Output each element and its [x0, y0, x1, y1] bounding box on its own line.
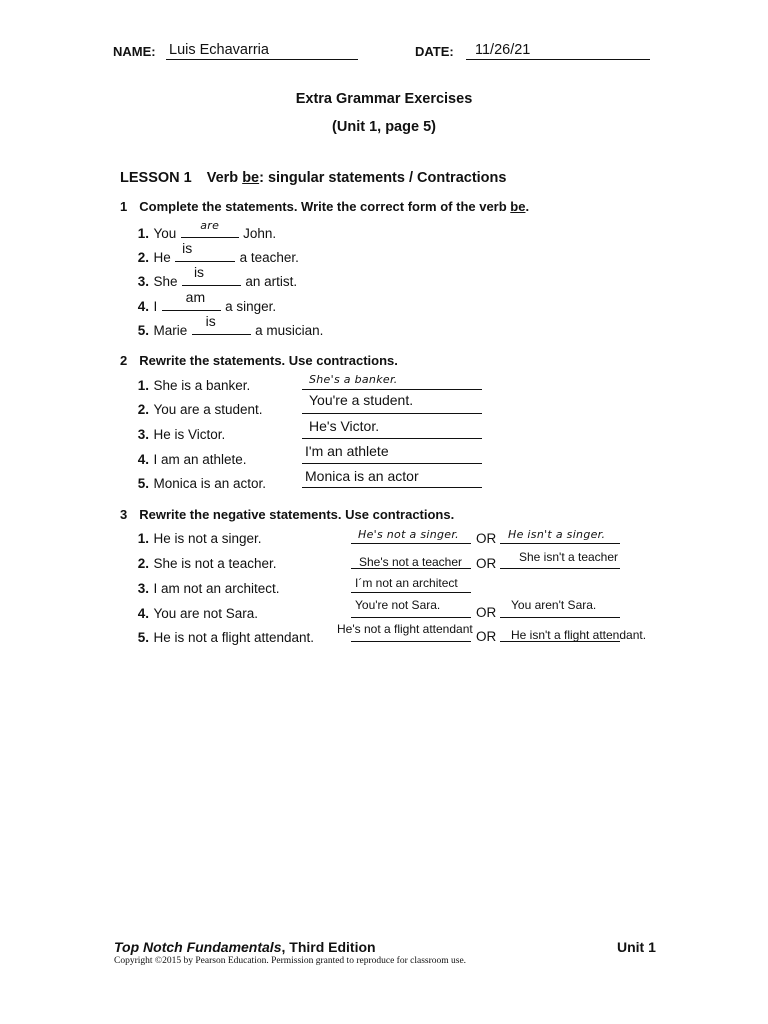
ex1-instruction	[120, 199, 529, 214]
ex1-item-post: a singer.	[225, 299, 277, 314]
ex1-item-pre: I	[153, 299, 158, 314]
ex3-answer-a-line[interactable]	[351, 641, 471, 642]
ex1-answer: is	[182, 240, 193, 256]
footer-book-name: Top Notch Fundamentals	[114, 939, 282, 955]
date-underline	[466, 59, 650, 60]
ex3-answer-a: I´m not an architect	[355, 576, 458, 590]
ex1-item-5	[133, 313, 324, 340]
ex2-answer: Monica is an actor	[305, 468, 419, 484]
lesson-heading-pre: Verb	[206, 170, 243, 186]
name-underline	[166, 59, 358, 60]
ex1-instr-post: .	[525, 199, 530, 214]
ex3-item-2	[133, 555, 277, 573]
ex2-item-text: Monica is an actor.	[153, 476, 267, 491]
ex3-or: OR	[476, 629, 497, 644]
footer-unit: Unit 1	[617, 939, 656, 955]
ex2-answer-line[interactable]	[302, 438, 482, 439]
ex3-answer-b: He isn't a singer.	[508, 528, 606, 541]
ex3-answer-b: He isn't a flight attendant.	[511, 628, 647, 642]
ex3-item-5	[133, 629, 314, 647]
ex3-item-text: He is not a flight attendant.	[153, 630, 315, 645]
ex3-answer-b-line[interactable]	[500, 641, 620, 642]
ex3-answer-a: He's not a flight attendant	[337, 622, 473, 636]
ex3-answer-a-line[interactable]	[351, 617, 471, 618]
ex2-item-number: 3.	[137, 427, 149, 442]
ex3-answer-a-line[interactable]	[351, 543, 471, 544]
lesson-heading	[120, 170, 506, 186]
ex3-answer-a: You're not Sara.	[355, 598, 441, 612]
ex1-answer: is	[193, 264, 205, 280]
name-label: NAME:	[113, 44, 156, 59]
ex1-item-number: 3.	[137, 274, 149, 289]
ex3-item-number: 5.	[137, 630, 149, 645]
ex2-item-text: You are a student.	[153, 402, 263, 417]
ex2-item-text: I am an athlete.	[153, 452, 247, 467]
ex1-item-number: 4.	[137, 299, 149, 314]
ex1-item-pre: You	[153, 226, 177, 241]
ex3-answer-b-line[interactable]	[500, 543, 620, 544]
ex1-answer: are	[200, 219, 220, 232]
ex3-item-number: 2.	[137, 556, 149, 571]
ex3-answer-a: He's not a singer.	[358, 528, 459, 541]
ex1-instr-pre: Complete the statements. Write the correct form of the verb	[139, 199, 511, 214]
page-subtitle: (Unit 1, page 5)	[332, 119, 436, 135]
ex2-item-2	[133, 401, 263, 419]
ex2-answer-line[interactable]	[302, 463, 482, 464]
ex3-answer-b-line[interactable]	[500, 617, 620, 618]
ex2-item-text: She is a banker.	[153, 378, 251, 393]
page-title: Extra Grammar Exercises	[295, 91, 473, 107]
ex3-item-text: I am not an architect.	[153, 581, 280, 596]
footer-copyright: Copyright ©2015 by Pearson Education. Permission granted to reproduce for classroom use.	[114, 956, 467, 966]
ex3-answer-a-line[interactable]	[351, 568, 471, 569]
ex1-answer: is	[205, 313, 216, 329]
ex1-item-3	[133, 264, 298, 291]
ex3-or: OR	[476, 605, 497, 620]
ex1-item-post: an artist.	[245, 274, 298, 289]
ex2-answer-line[interactable]	[302, 487, 482, 488]
ex1-item-number: 2.	[137, 250, 149, 265]
ex1-item-post: a musician.	[255, 323, 324, 338]
ex3-or: OR	[476, 556, 497, 571]
ex3-instruction	[120, 507, 454, 522]
ex1-answer-blank[interactable]	[181, 219, 239, 238]
ex3-item-number: 4.	[137, 606, 149, 621]
ex1-item-pre: He	[153, 250, 171, 265]
ex2-answer: He's Victor.	[309, 418, 380, 434]
ex3-answer-a-line[interactable]	[351, 592, 471, 593]
ex2-item-number: 1.	[137, 378, 149, 393]
ex2-item-text: He is Victor.	[153, 427, 226, 442]
ex3-item-text: She is not a teacher.	[153, 556, 277, 571]
ex2-answer-line[interactable]	[302, 389, 482, 390]
lesson-heading-be: be	[242, 170, 260, 186]
ex2-item-number: 5.	[137, 476, 149, 491]
ex1-answer-blank[interactable]	[162, 289, 221, 311]
ex2-number: 2	[120, 353, 128, 368]
ex3-item-4	[133, 605, 258, 623]
ex1-item-post: John.	[243, 226, 277, 241]
ex2-answer: She's a banker.	[309, 373, 398, 386]
ex3-answer-b: She isn't a teacher	[519, 550, 619, 564]
ex1-answer: am	[185, 289, 206, 305]
ex1-item-pre: She	[153, 274, 178, 289]
ex1-answer-blank[interactable]	[192, 313, 251, 335]
lesson-label: LESSON 1	[120, 170, 192, 186]
ex3-answer-a: She's not a teacher	[359, 555, 463, 569]
ex2-item-4	[133, 451, 247, 469]
date-label: DATE:	[415, 44, 454, 59]
lesson-heading-post: : singular statements / Contractions	[259, 170, 507, 186]
ex2-item-3	[133, 426, 225, 444]
ex3-instr-text: Rewrite the negative statements. Use contractions.	[139, 507, 455, 522]
ex1-instr-be: be	[510, 199, 526, 214]
name-field[interactable]: Luis Echavarria	[169, 42, 269, 58]
date-field[interactable]: 11/26/21	[475, 42, 531, 58]
ex3-item-text: You are not Sara.	[153, 606, 259, 621]
ex2-instr-text: Rewrite the statements. Use contractions.	[139, 353, 398, 368]
ex2-answer: I'm an athlete	[305, 443, 389, 459]
ex2-item-5	[133, 475, 266, 493]
ex3-answer-b-line[interactable]	[500, 568, 620, 569]
ex3-item-number: 3.	[137, 581, 149, 596]
ex2-item-number: 4.	[137, 452, 149, 467]
ex3-answer-b: You aren't Sara.	[511, 598, 597, 612]
ex1-item-number: 5.	[137, 323, 149, 338]
ex3-item-3	[133, 580, 280, 598]
ex2-item-number: 2.	[137, 402, 149, 417]
footer-book-title	[114, 939, 376, 955]
ex1-answer-blank[interactable]	[175, 240, 235, 262]
ex3-item-1	[133, 530, 262, 548]
ex2-item-1	[133, 377, 250, 395]
ex1-item-pre: Marie	[153, 323, 188, 338]
ex3-or: OR	[476, 531, 497, 546]
ex1-answer-blank[interactable]	[182, 264, 241, 286]
ex3-item-text: He is not a singer.	[153, 531, 262, 546]
ex1-item-number: 1.	[137, 226, 149, 241]
ex2-instruction	[120, 353, 398, 368]
ex1-item-post: a teacher.	[239, 250, 299, 265]
ex2-answer-line[interactable]	[302, 413, 482, 414]
ex1-number: 1	[120, 199, 128, 214]
ex3-number: 3	[120, 507, 128, 522]
ex2-answer: You're a student.	[309, 392, 414, 408]
ex3-item-number: 1.	[137, 531, 149, 546]
footer-edition: , Third Edition	[281, 939, 376, 955]
